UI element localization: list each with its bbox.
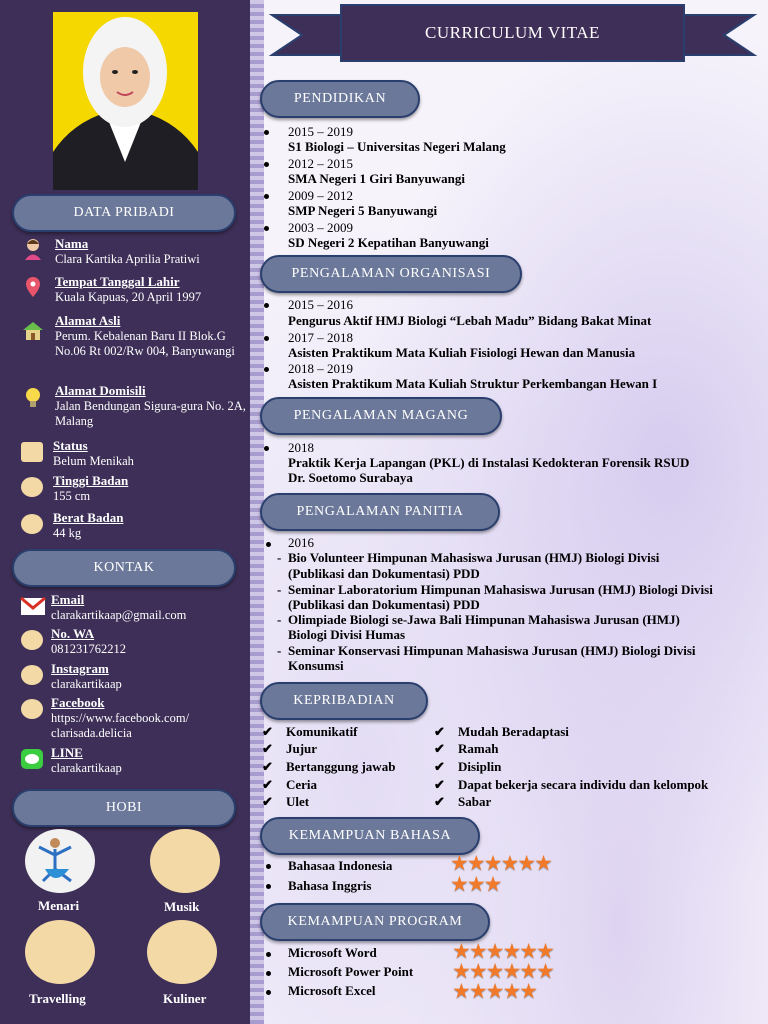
dash: -: [277, 582, 282, 597]
personal-item-alamat-asli: Alamat Asli Perum. Kebalenan Baru II Blok.G No.06 Rt 002/Rw 004, Banyuwangi: [20, 313, 250, 375]
line-icon: [20, 747, 46, 773]
program-name: Microsoft Power Point: [288, 964, 414, 979]
star-rating: ★★★★★★: [452, 959, 553, 983]
trait: Disiplin: [458, 759, 502, 774]
bullet: [264, 130, 269, 135]
check-icon: ✔: [434, 759, 445, 774]
org-desc: Asisten Praktikum Mata Kuliah Fisiologi Hewan dan Manusia: [288, 345, 636, 360]
program-header: KEMAMPUAN PROGRAM: [260, 903, 490, 941]
weight-icon: [20, 512, 46, 538]
bullet: [264, 446, 269, 451]
panitia-item-line1: Olimpiade Biologi se-Jawa Bali Himpunan Mahasiswa Jurusan (HMJ): [288, 612, 680, 627]
panitia-header: PENGALAMAN PANITIA: [260, 493, 500, 531]
contact-wa[interactable]: No. WA 081231762212: [20, 626, 250, 656]
bullet: [264, 194, 269, 199]
star-rating: ★★★: [450, 872, 501, 896]
edu-school: SD Negeri 2 Kepatihan Banyuwangi: [288, 235, 489, 250]
contact-facebook[interactable]: Facebook https://www.facebook.com/ clarisada.delicia: [20, 695, 250, 739]
check-icon: ✔: [262, 724, 273, 739]
magang-year: 2018: [288, 440, 314, 455]
org-years: 2018 – 2019: [288, 361, 353, 376]
magang-line2: Dr. Soetomo Surabaya: [288, 470, 413, 485]
edu-years: 2009 – 2012: [288, 188, 353, 203]
personal-item-ttl: Tempat Tanggal Lahir Kuala Kapuas, 20 April 1997: [20, 274, 250, 304]
lightbulb-icon: [20, 385, 46, 411]
hobby-label-travelling: Travelling: [29, 991, 86, 1006]
check-icon: ✔: [434, 794, 445, 809]
bullet: [264, 367, 269, 372]
org-years: 2017 – 2018: [288, 330, 353, 345]
hobi-header: HOBI: [12, 789, 236, 827]
trait: Bertanggung jawab: [286, 759, 396, 774]
check-icon: ✔: [262, 741, 273, 756]
check-icon: ✔: [262, 759, 273, 774]
check-icon: ✔: [434, 741, 445, 756]
whatsapp-icon: [20, 628, 46, 654]
bullet: [266, 990, 271, 995]
panitia-item-line2: (Publikasi dan Dokumentasi) PDD: [288, 566, 480, 581]
panitia-item-line1: Seminar Konservasi Himpunan Mahasiswa Jurusan (HMJ) Biologi Divisi: [288, 643, 696, 658]
pendidikan-header: PENDIDIKAN: [260, 80, 420, 118]
dash: -: [277, 612, 282, 627]
edu-school: SMP Negeri 5 Banyuwangi: [288, 203, 438, 218]
edu-years: 2015 – 2019: [288, 124, 353, 139]
bullet: [264, 303, 269, 308]
bullet: [266, 884, 271, 889]
magang-line1: Praktik Kerja Lapangan (PKL) di Instalasi Kedokteran Forensik RSUD: [288, 455, 690, 470]
bullet: [264, 162, 269, 167]
star-rating: ★★★★★★: [452, 939, 553, 963]
organisasi-header: PENGALAMAN ORGANISASI: [260, 255, 522, 293]
panitia-item-line2: Konsumsi: [288, 658, 344, 673]
edu-school: SMA Negeri 1 Giri Banyuwangi: [288, 171, 465, 186]
bullet: [266, 864, 271, 869]
facebook-icon: [20, 697, 46, 723]
personal-item-tinggi: Tinggi Badan 155 cm: [20, 473, 250, 503]
panitia-year: 2016: [288, 535, 314, 550]
personal-item-berat: Berat Badan 44 kg: [20, 510, 250, 540]
sidebar: [0, 0, 255, 1024]
cv-title-banner: CURRICULUM VITAE: [340, 4, 685, 62]
edu-school: S1 Biologi – Universitas Negeri Malang: [288, 139, 506, 154]
instagram-icon: [20, 663, 46, 689]
check-icon: ✔: [262, 794, 273, 809]
bullet: [266, 542, 271, 547]
travel-icon: [25, 920, 95, 984]
trait: Dapat bekerja secara individu dan kelompok: [458, 777, 709, 792]
status-icon: [20, 440, 46, 466]
check-icon: ✔: [434, 777, 445, 792]
org-desc: Asisten Praktikum Mata Kuliah Struktur Perkembangan Hewan I: [288, 376, 658, 391]
personal-item-status: Status Belum Menikah: [20, 438, 250, 468]
trait: Ramah: [458, 741, 499, 756]
trait: Mudah Beradaptasi: [458, 724, 569, 739]
bullet: [266, 971, 271, 976]
panitia-item-line1: Bio Volunteer Himpunan Mahasiswa Jurusan (HMJ) Biologi Divisi: [288, 550, 660, 565]
location-pin-icon: [20, 274, 46, 300]
person-icon: [20, 236, 46, 262]
kontak-header: KONTAK: [12, 549, 236, 587]
edu-years: 2012 – 2015: [288, 156, 353, 171]
magang-header: PENGALAMAN MAGANG: [260, 397, 502, 435]
hobby-label-menari: Menari: [38, 898, 80, 913]
height-icon: [20, 475, 46, 501]
language-name: Bahasaa Indonesia: [288, 858, 393, 873]
program-name: Microsoft Word: [288, 945, 377, 960]
dance-icon: [25, 829, 95, 893]
dash: -: [277, 643, 282, 658]
hobby-label-kuliner: Kuliner: [163, 991, 207, 1006]
trait: Ulet: [286, 794, 310, 809]
trait: Ceria: [286, 777, 318, 792]
contact-line[interactable]: LINE clarakartikaap: [20, 745, 250, 775]
bahasa-header: KEMAMPUAN BAHASA: [260, 817, 480, 855]
star-rating: ★★★★★★: [450, 851, 551, 875]
check-icon: ✔: [262, 777, 273, 792]
contact-instagram[interactable]: Instagram clarakartikaap: [20, 661, 250, 691]
data-pribadi-header: DATA PRIBADI: [12, 194, 236, 232]
profile-photo: [53, 12, 198, 190]
panitia-item-line2: Biologi Divisi Humas: [288, 627, 406, 642]
trait: Sabar: [458, 794, 492, 809]
trait: Komunikatif: [286, 724, 358, 739]
star-rating: ★★★★★: [452, 979, 537, 1003]
house-icon: [20, 317, 46, 343]
org-years: 2015 – 2016: [288, 297, 353, 312]
bullet: [266, 952, 271, 957]
food-icon: [147, 920, 217, 984]
personal-item-alamat-domisili: Alamat Domisili Jalan Bendungan Sigura-gura No. 2A, Malang: [20, 383, 250, 429]
bullet: [264, 336, 269, 341]
org-desc: Pengurus Aktif HMJ Biologi “Lebah Madu” Bidang Bakat Minat: [288, 313, 652, 328]
panitia-item-line2: (Publikasi dan Dokumentasi) PDD: [288, 597, 480, 612]
kepribadian-header: KEPRIBADIAN: [260, 682, 428, 720]
music-icon: [150, 829, 220, 893]
contact-email[interactable]: Email clarakartikaap@gmail.com: [20, 592, 250, 622]
dash: -: [277, 550, 282, 565]
gmail-icon: [20, 594, 46, 620]
hobby-label-musik: Musik: [164, 899, 200, 914]
trait: Jujur: [286, 741, 318, 756]
check-icon: ✔: [434, 724, 445, 739]
language-name: Bahasa Inggris: [288, 878, 372, 893]
edu-years: 2003 – 2009: [288, 220, 353, 235]
program-name: Microsoft Excel: [288, 983, 376, 998]
personal-item-nama: Nama Clara Kartika Aprilia Pratiwi: [20, 236, 250, 266]
bullet: [264, 226, 269, 231]
panitia-item-line1: Seminar Laboratorium Himpunan Mahasiswa Jurusan (HMJ) Biologi Divisi: [288, 582, 713, 597]
